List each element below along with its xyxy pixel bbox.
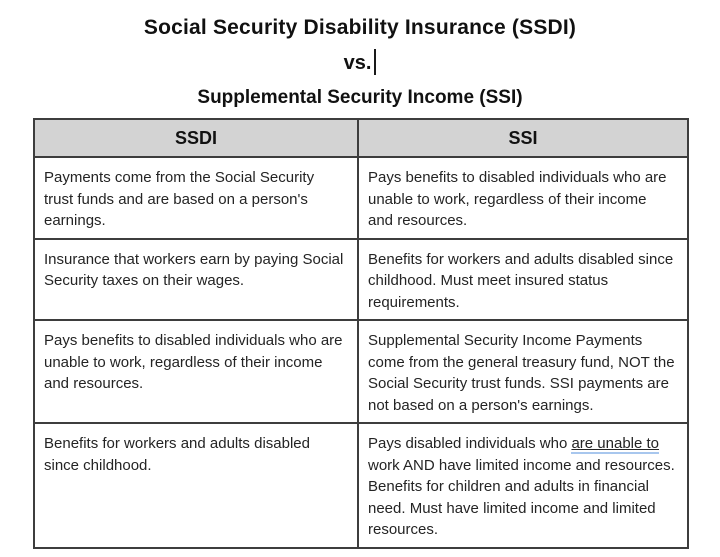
grammar-suggestion-underline: are unable to (571, 435, 660, 452)
title-line-vs (0, 51, 720, 75)
cell-ssdi-funding: Payments come from the Social Security trust funds and are based on a person's earnings. (34, 157, 358, 239)
cell-ssi-funding: Supplemental Security Income Payments come from the general treasury fund, NOT the Social Security trust funds. SSI payments are not based on a person's earnings. (358, 320, 688, 423)
table-row (34, 157, 688, 239)
ssi-eligibility-prefix: Pays disabled individuals who (368, 435, 572, 452)
ssi-eligibility-suffix: work AND have limited income and resources. Benefits for children and adults in financial need. Must have limited income and limited resources. (368, 456, 675, 538)
column-header-ssi: SSI (358, 119, 688, 157)
table-row (34, 239, 688, 321)
cell-ssdi-benefits: Pays benefits to disabled individuals who are unable to work, regardless of their income and resources. (34, 320, 358, 423)
text-cursor (374, 49, 376, 75)
document-title (0, 0, 720, 109)
title-line-ssi: Supplemental Security Income (SSI) (197, 87, 523, 108)
table-header-row (34, 119, 688, 157)
table-row (34, 320, 688, 423)
title-line-ssdi: Social Security Disability Insurance (SSDI) (143, 16, 577, 39)
cell-ssi-benefits: Pays benefits to disabled individuals who are unable to work, regardless of their income and resources. (358, 157, 688, 239)
cell-ssdi-insurance: Insurance that workers earn by paying Social Security taxes on their wages. (34, 239, 358, 321)
cell-ssi-workers: Benefits for workers and adults disabled since childhood. Must meet insured status requirements. (358, 239, 688, 321)
table-row (34, 423, 688, 548)
cell-ssdi-workers: Benefits for workers and adults disabled since childhood. (34, 423, 358, 548)
column-header-ssdi: SSDI (34, 119, 358, 157)
title-vs-text: vs. (343, 52, 372, 74)
comparison-table (33, 118, 689, 549)
cell-ssi-eligibility (358, 423, 688, 548)
